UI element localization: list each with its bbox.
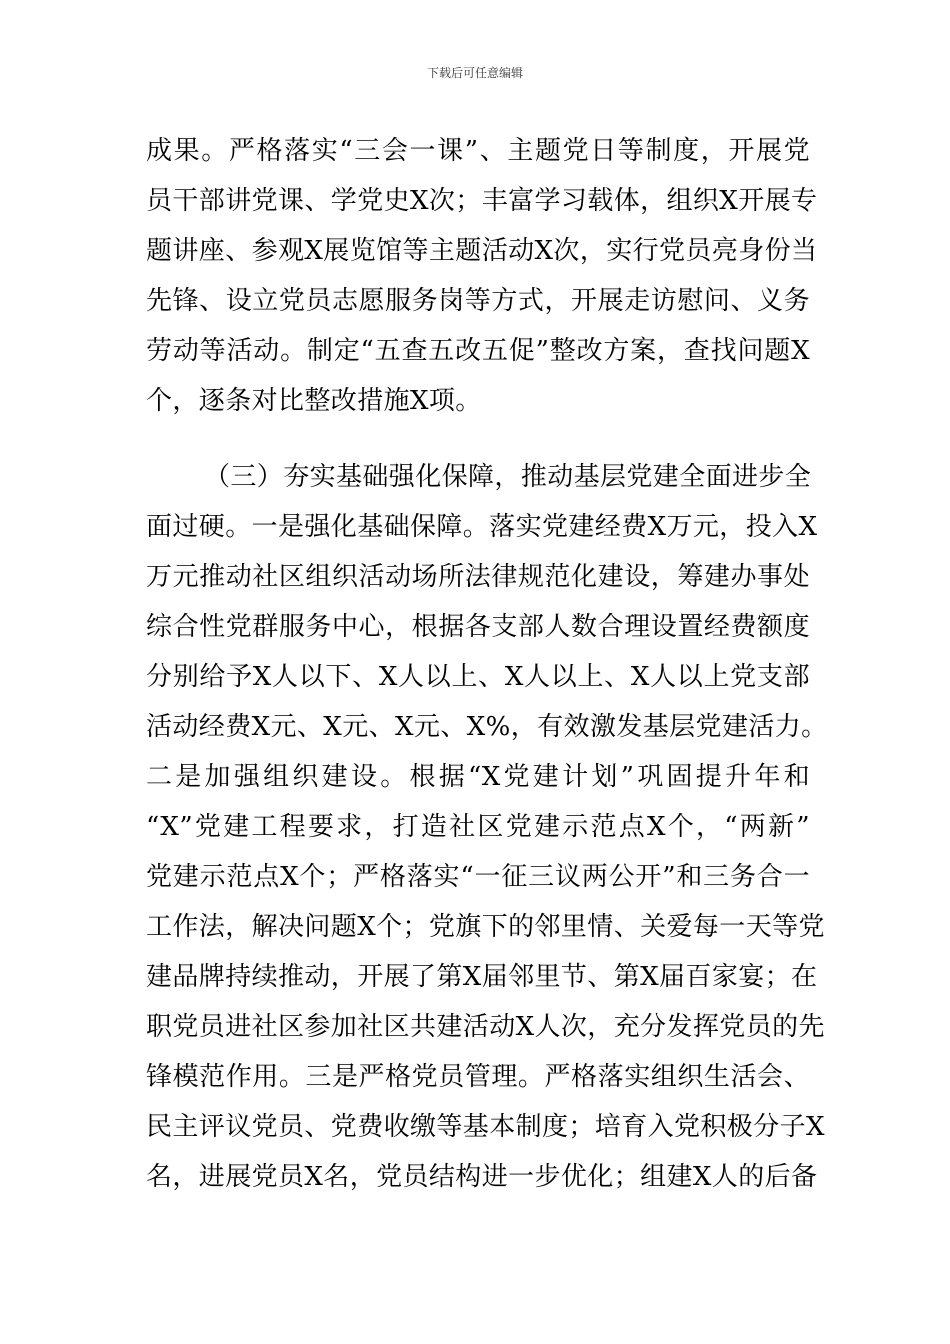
text-line: 面过硬。一是强化基础保障。落实党建经费X万元，投入X bbox=[146, 512, 818, 542]
section-heading-line: （三）夯实基础强化保障，推动基层党建全面进步全 bbox=[204, 462, 812, 492]
text-line: 建品牌持续推动，开展了第X届邻里节、第X届百家宴；在 bbox=[146, 962, 818, 992]
text-line: 分别给予X人以下、X人以上、X人以上、X人以上党支部 bbox=[146, 662, 810, 692]
text-line: “X”党建工程要求，打造社区党建示范点X个，“两新” bbox=[146, 812, 810, 842]
text-line: 职党员进社区参加社区共建活动X人次，充分发挥党员的先 bbox=[146, 1012, 825, 1042]
text-line: 员干部讲党课、学党史X次；丰富学习载体，组织X开展专 bbox=[146, 186, 818, 216]
text-line: 二是加强组织建设。根据“X党建计划”巩固提升年和 bbox=[146, 762, 810, 792]
text-line: 民主评议党员、党费收缴等基本制度；培育入党积极分子X bbox=[146, 1112, 825, 1142]
text-line: 活动经费X元、X元、X元、X%，有效激发基层党建活力。 bbox=[146, 712, 828, 742]
text-line: 题讲座、参观X展览馆等主题活动X次，实行党员亮身份当 bbox=[146, 236, 818, 266]
text-line: 锋模范作用。三是严格党员管理。严格落实组织生活会、 bbox=[146, 1062, 810, 1092]
text-line: 成果。严格落实“三会一课”、主题党日等制度，开展党 bbox=[146, 136, 810, 166]
text-line: 先锋、设立党员志愿服务岗等方式，开展走访慰问、义务 bbox=[146, 286, 810, 316]
text-line: 个，逐条对比整改措施X项。 bbox=[146, 386, 482, 416]
text-line: 工作法，解决问题X个；党旗下的邻里情、关爱每一天等党 bbox=[146, 912, 825, 942]
text-line: 综合性党群服务中心，根据各支部人数合理设置经费额度 bbox=[146, 612, 810, 642]
text-line: 劳动等活动。制定“五查五改五促”整改方案，查找问题X bbox=[146, 336, 810, 366]
text-line: 党建示范点X个；严格落实“一征三议两公开”和三务合一 bbox=[146, 862, 810, 892]
text-line: 万元推动社区组织活动场所法律规范化建设，筹建办事处 bbox=[146, 562, 810, 592]
page-header: 下载后可任意编辑 bbox=[426, 66, 523, 80]
text-line: 名，进展党员X名，党员结构进一步优化；组建X人的后备 bbox=[146, 1162, 818, 1192]
